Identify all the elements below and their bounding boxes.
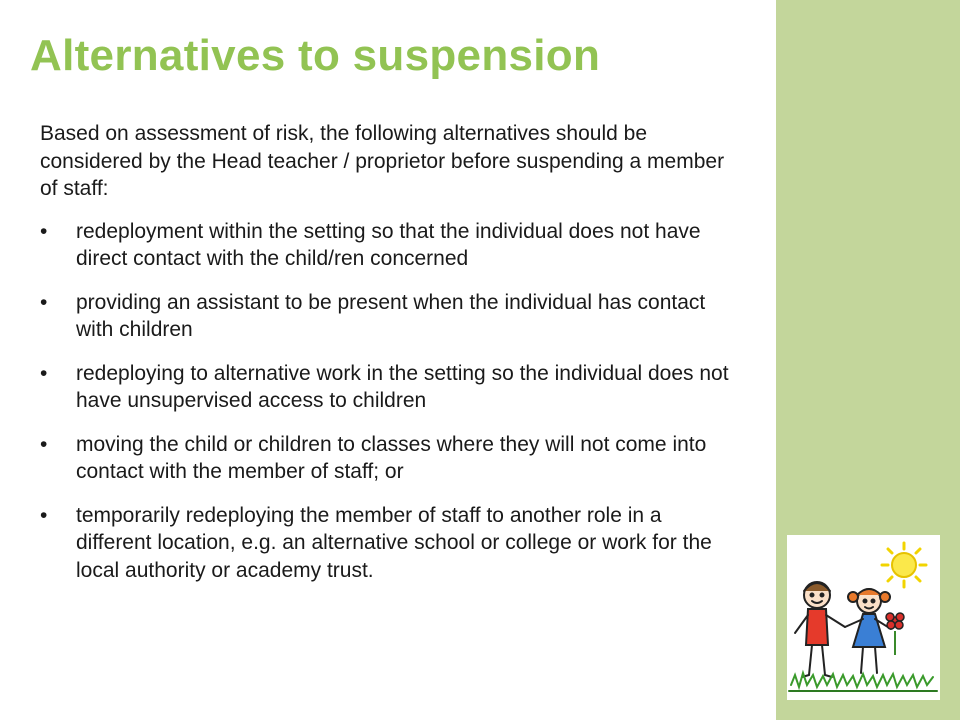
boy-figure-icon: [795, 582, 845, 677]
page-title: Alternatives to suspension: [30, 31, 601, 80]
grass-icon: [789, 673, 937, 691]
slide-body: [40, 120, 740, 600]
sun-icon: [882, 543, 926, 587]
bullet-icon: •: [40, 432, 48, 456]
girl-figure-icon: [845, 589, 891, 673]
list-item: [40, 218, 740, 273]
list-item-text: redeployment within the setting so that the individual does not have direct contact with the child/ren concerned: [76, 219, 701, 270]
bullet-icon: •: [40, 503, 48, 527]
bullet-icon: •: [40, 361, 48, 385]
list-item: [40, 360, 740, 415]
bullet-icon: •: [40, 219, 48, 243]
list-item-text: moving the child or children to classes where they will not come into contact with the member of staff; or: [76, 432, 707, 483]
list-item: [40, 431, 740, 486]
list-item: [40, 289, 740, 344]
children-drawing-svg: [787, 535, 940, 700]
bullet-icon: •: [40, 290, 48, 314]
children-drawing-icon: [787, 535, 940, 700]
bullet-list: [40, 218, 740, 585]
flower-icon: [886, 613, 904, 655]
list-item-text: temporarily redeploying the member of staff to another role in a different location, e.g. an alternative school or college or work for the local authority or academy trust.: [76, 503, 712, 582]
intro-paragraph: Based on assessment of risk, the following alternatives should be considered by the Head teacher / proprietor before suspending a member of staff:: [40, 122, 725, 200]
list-item-text: providing an assistant to be present when the individual has contact with children: [76, 290, 706, 341]
list-item-text: redeploying to alternative work in the setting so the individual does not have unsupervised access to children: [76, 361, 729, 412]
list-item: [40, 502, 740, 585]
